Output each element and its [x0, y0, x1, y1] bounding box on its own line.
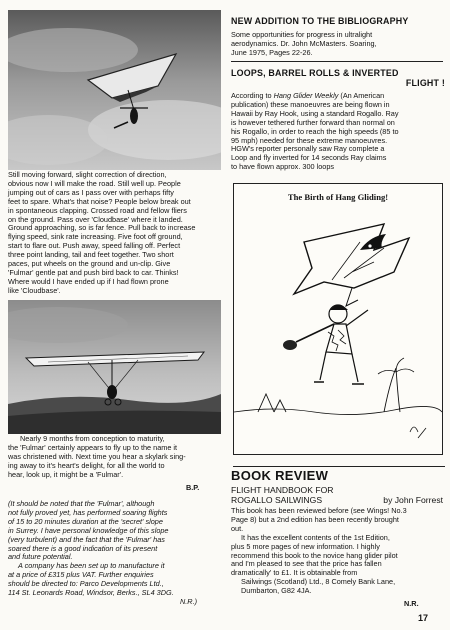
book-title [231, 485, 447, 505]
text-line: Still moving forward, slight correction of direction, [8, 170, 167, 179]
loops-heading-line1: LOOPS, BARREL ROLLS & INVERTED [231, 68, 399, 78]
photo-hang-glider-sky-image [8, 10, 221, 170]
cartoon-frame [233, 183, 443, 455]
text-line: 114 St. Leonards Road, Windsor, Berks., SL4 3DG. [8, 588, 174, 598]
text-line: in spontaneous clapping. Crossed road and fellow fliers [8, 205, 187, 215]
text-line: flying speed, sink rate increasing. Five foot off ground, [8, 232, 183, 242]
book-review-signoff: N.R. [404, 599, 419, 608]
section-divider [231, 61, 443, 62]
text-line: Where would I have ended up if I had flown prone [8, 276, 169, 286]
text-line: plus 5 more pages of new information. I highly [231, 541, 380, 551]
text-line: It has the excellent contents of the 1st Edition, [241, 532, 390, 542]
book-title-line2-row [231, 495, 447, 505]
text-line-end: (An American [338, 91, 385, 100]
text-line: (It should be noted that the 'Fulmar', although [8, 499, 155, 508]
text-line: ing away to it's heart's delight, for all the world to [8, 460, 165, 470]
text-line: on the ground. Pass over 'Cloudbase' where it landed. [8, 214, 183, 224]
text-line: feet to spare. What's that noise? People below break out [8, 196, 191, 206]
text-line: was christened with. Next time you hear a skylark sing- [8, 451, 186, 461]
narrative-text-top [8, 171, 230, 296]
text-line: hear, look up, it might be a 'Fulmar'. [8, 469, 124, 479]
text-line: and future potential. [8, 552, 73, 562]
text-line: publication) these manoeuvres are being flown in [231, 99, 390, 109]
text-line: and I'm pleased to see that the price has fallen [231, 559, 382, 569]
text-line: at a price of £315 plus VAT. Further enquiries [8, 570, 154, 580]
text-line: to have flown approx. 300 loops [231, 162, 335, 172]
text-line: HGW's reporter personally saw Ray complete a [231, 144, 385, 154]
page-number: 17 [418, 613, 429, 623]
text-line: Hawaii by Ray Hook, using a standard Rogallo. Ray [231, 108, 399, 118]
text-line: start to flare out. Push away, speed falling off. Perfect [8, 241, 181, 251]
book-title-line2: ROGALLO SAILWINGS [231, 495, 323, 505]
text-line: jumping out of cars as I pass over with perhaps fifty [8, 187, 174, 197]
publication-name: Hang Glider Weekly [273, 91, 339, 100]
text-line: not fully proved yet, has performed soaring flights [8, 507, 168, 517]
loops-text [231, 92, 445, 172]
text-line: Sailwings (Scotland) Ltd., 8 Comely Bank Lane, [241, 577, 396, 587]
text-line: paces, put wheels on the ground and un-clip. Give [8, 259, 171, 269]
text-line: in Surrey. I have personal knowledge of this slope [8, 525, 169, 535]
text-line: June 1975, Pages 22-26. [231, 47, 313, 57]
text-line-start: According to [231, 91, 274, 100]
book-author: by John Forrest [383, 495, 443, 505]
loops-heading-line2: FLIGHT ! [405, 78, 445, 88]
text-line: is however tethered further forward than normal on [231, 117, 395, 127]
text-line: out. [231, 523, 244, 533]
photo-fulmar-glider [8, 300, 221, 434]
bibliography-heading: NEW ADDITION TO THE BIBLIOGRAPHY [231, 16, 409, 26]
italic-note-signoff: N.R.) [180, 597, 198, 606]
photo-hang-glider-sky [8, 10, 221, 170]
text-line: Loop and fly inverted for 14 seconds Ray claims [231, 153, 387, 163]
book-title-line1: FLIGHT HANDBOOK FOR [231, 485, 334, 495]
text-line: Dumbarton, G82 4JA. [241, 586, 312, 596]
text-line: three point landing, tail and feet together. Two short [8, 250, 174, 260]
text-line: of 15 to 20 minutes duration at the 'secret' slope [8, 516, 163, 526]
italic-note [8, 500, 230, 598]
book-review-text [231, 507, 445, 596]
photo-fulmar-glider-image [8, 300, 221, 434]
bibliography-text [231, 31, 445, 58]
text-line: aerodynamics. Dr. John McMasters. Soaring, [231, 38, 377, 48]
book-review-heading: BOOK REVIEW [231, 468, 329, 483]
text-line: 95 mph) needed for these extreme manoeuvres. [231, 135, 388, 145]
text-line: recommend this book to the novice hang glider pilot [231, 550, 398, 560]
text-line: (very turbulent) and the fact that the 'Fulmar' has [8, 534, 165, 544]
narrative-text-bottom [8, 435, 230, 480]
text-line: soared there is a good indication of its present [8, 543, 158, 553]
text-line: Page 8) but a 2nd edition has been recently brought [231, 514, 399, 524]
text-line: should be directed to: Parco Developments Ltd., [8, 579, 164, 589]
text-line: Some opportunities for progress in ultralight [231, 30, 373, 39]
text-line: A company has been set up to manufacture it [18, 561, 165, 571]
text-line: like 'Cloudbase'. [8, 285, 61, 295]
text-line: the 'Fulmar' certainly appears to fly up to the name it [8, 442, 178, 452]
text-line: obvious now I will make the road. Still well up. People [8, 178, 181, 188]
cartoon-illustration [234, 202, 442, 452]
text-line: 'Fulmar' gentle pat and push bird back to car. Thinks! [8, 267, 179, 277]
text-line: his Rogallo, in order to reach the high speeds (85 to [231, 126, 399, 136]
text-line: dramatically' to £1. It is obtainable from [231, 568, 358, 578]
left-signoff: B.P. [186, 483, 200, 492]
text-line: Ground approaching, so is far fence. Pull back to increase [8, 223, 196, 233]
text-line: Nearly 9 months from conception to maturity, [20, 434, 165, 443]
book-review-rule [233, 466, 445, 467]
cartoon-title: The Birth of Hang Gliding! [287, 192, 389, 202]
text-line: This book has been reviewed before (see Wings! No.3 [231, 506, 407, 515]
loops-heading [231, 68, 445, 88]
